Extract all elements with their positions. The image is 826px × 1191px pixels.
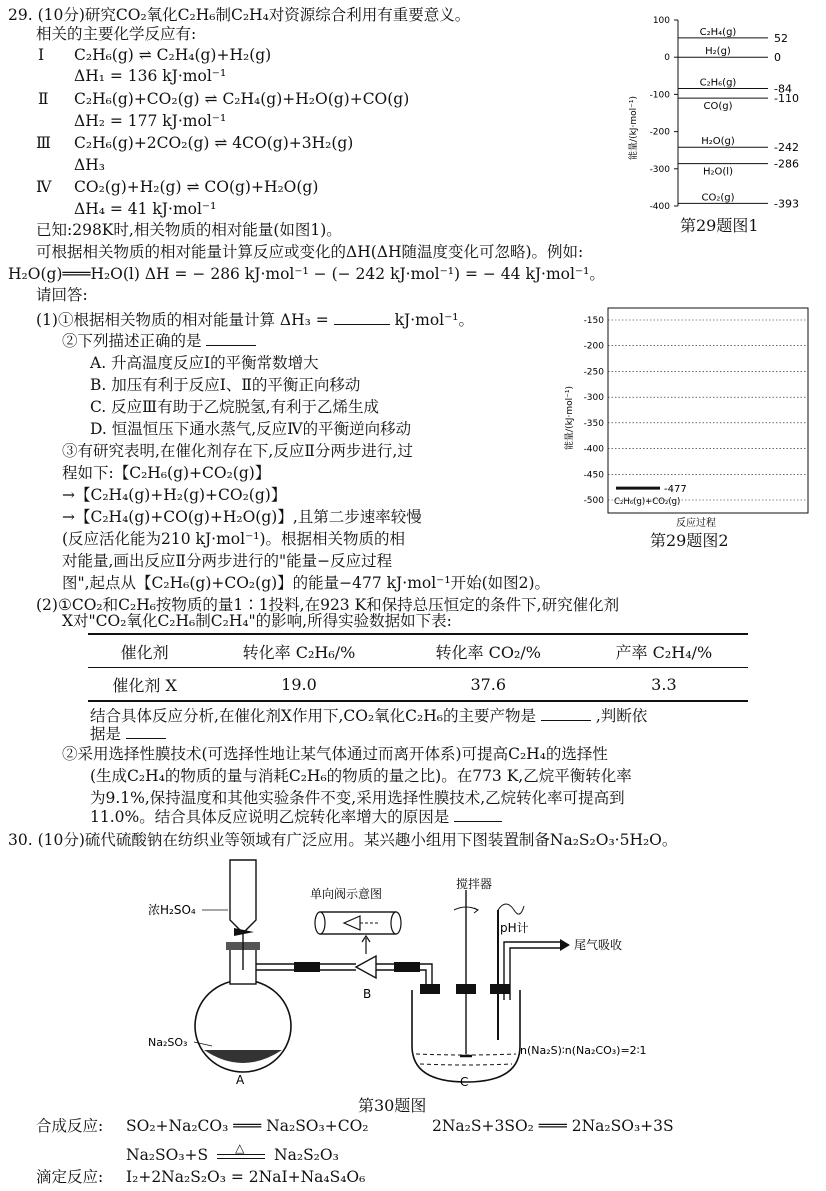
label-stirrer: 搅拌器 bbox=[456, 877, 493, 891]
reaction-4-num: Ⅳ bbox=[36, 178, 52, 196]
fig1-species-label: H₂O(g) bbox=[701, 136, 735, 148]
fig2-start-label: -477 bbox=[664, 484, 687, 496]
fig2-tick-label: -200 bbox=[583, 341, 604, 352]
fig1-species-label: H₂O(l) bbox=[703, 166, 733, 178]
fig1-species-label: C₂H₄(g) bbox=[699, 26, 737, 38]
reaction-3-dh: ΔH₃ bbox=[74, 156, 105, 174]
part1-1-unit: kJ·mol⁻¹。 bbox=[394, 311, 475, 329]
part2-2-line1: ②采用选择性膜技术(可选择性地让某气体通过而离开体系)可提高C₂H₄的选择性 bbox=[62, 745, 608, 763]
part2-2-line4 bbox=[90, 807, 502, 827]
heat-condition: △ bbox=[235, 1140, 245, 1155]
label-ph: pH计 bbox=[500, 921, 529, 935]
reaction-3-equation: C₂H₆(g)+2CO₂(g) ⇌ 4CO(g)+3H₂(g) bbox=[74, 134, 354, 152]
synthesis-eq-1: SO₂+Na₂CO₃ ═══ Na₂SO₃+CO₂ bbox=[126, 1117, 369, 1135]
figure-2-energy-diagram bbox=[556, 300, 818, 540]
label-b: B bbox=[363, 987, 372, 1001]
fig1-ylabel: 能量/(kJ·mol⁻¹) bbox=[629, 96, 639, 160]
titration-label: 滴定反应: bbox=[36, 1168, 104, 1186]
fig1-tick-label: -100 bbox=[649, 90, 670, 101]
label-valve: 单向阀示意图 bbox=[310, 887, 383, 901]
answer-blank-product[interactable] bbox=[541, 706, 591, 721]
after-table-line2 bbox=[90, 724, 166, 744]
part1-3-line1: ③有研究表明,在催化剂存在下,反应Ⅱ分两步进行,过 bbox=[62, 442, 413, 460]
fig2-start-species: C₂H₆(g)+CO₂(g) bbox=[614, 497, 681, 508]
answer-blank-dh3[interactable] bbox=[334, 310, 390, 325]
label-na2so3: Na₂SO₃ bbox=[148, 1036, 188, 1049]
fig1-value-label: -242 bbox=[774, 141, 799, 155]
option-c: C. 反应Ⅲ有助于乙烷脱氢,有利于乙烯生成 bbox=[90, 398, 380, 416]
check-valve bbox=[310, 886, 401, 954]
part1-3-line6: 对能量,画出反应Ⅱ分两步进行的"能量−反应过程 bbox=[62, 552, 393, 570]
reaction-3-num: Ⅲ bbox=[36, 134, 51, 152]
fig2-xlabel: 反应过程 bbox=[676, 518, 716, 529]
synthesis-eq-3-reactants: Na₂SO₃+S bbox=[126, 1146, 209, 1164]
table-header: 转化率 CO₂/% bbox=[435, 642, 541, 662]
synthesis-eq-2: 2Na₂S+3SO₂ ═══ 2Na₂SO₃+3S bbox=[432, 1117, 674, 1135]
option-b: B. 加压有利于反应Ⅰ、Ⅱ的平衡正向移动 bbox=[90, 376, 361, 394]
q29-intro: 相关的主要化学反应有: bbox=[36, 25, 197, 43]
fig2-tick-label: -250 bbox=[583, 367, 604, 378]
fig2-tick-label: -300 bbox=[583, 393, 604, 404]
table-cell: 19.0 bbox=[281, 674, 317, 694]
reaction-2-num: Ⅱ bbox=[38, 90, 49, 108]
fig1-value-label: -393 bbox=[774, 197, 799, 211]
after-table-text-3: 据是 bbox=[90, 725, 122, 743]
fig1-value-label: 0 bbox=[774, 51, 781, 65]
after-table-text: 结合具体反应分析,在催化剂X作用下,CO₂氧化C₂H₆的主要产物是 bbox=[90, 707, 536, 725]
option-d: D. 恒温恒压下通水蒸气,反应Ⅳ的平衡逆向移动 bbox=[90, 420, 412, 438]
part1-3-line4: →【C₂H₄(g)+CO(g)+H₂O(g)】,且第二步速率较慢 bbox=[62, 508, 422, 526]
fig1-caption: 第29题图1 bbox=[680, 216, 759, 235]
catalyst-table bbox=[88, 633, 748, 702]
part1-2-text: ②下列描述正确的是 bbox=[62, 332, 202, 350]
part2-1-line2: X对"CO₂氧化C₂H₆制C₂H₄"的影响,所得实验数据如下表: bbox=[62, 612, 452, 630]
label-ratio: n(Na₂S)∶n(Na₂CO₃)=2∶1 bbox=[520, 1044, 647, 1057]
fig2-tick-label: -450 bbox=[583, 470, 604, 481]
fig1-tick-label: 0 bbox=[664, 53, 670, 64]
part1-1 bbox=[36, 310, 474, 330]
fig1-value-label: -286 bbox=[774, 157, 799, 171]
synthesis-label: 合成反应: bbox=[36, 1117, 104, 1135]
after-table-text-2: ,判断依 bbox=[595, 707, 648, 725]
label-acid: 浓H₂SO₄ bbox=[148, 903, 196, 917]
part2-2-line2: (生成C₂H₄的物质的量与消耗C₂H₆的物质的量之比)。在773 K,乙烷平衡转化率 bbox=[90, 767, 632, 785]
heat-arrow bbox=[217, 1140, 265, 1159]
reaction-1-equation: C₂H₆(g) ⇌ C₂H₄(g)+H₂(g) bbox=[74, 46, 272, 64]
table-row bbox=[88, 668, 748, 702]
reaction-1-num: Ⅰ bbox=[38, 46, 45, 64]
reaction-4-equation: CO₂(g)+H₂(g) ⇌ CO(g)+H₂O(g) bbox=[74, 178, 319, 196]
fig2-ylabel: 能量/(kJ·mol⁻¹) bbox=[565, 386, 575, 450]
fig2-tick-label: -350 bbox=[583, 418, 604, 429]
fig1-tick-label: 100 bbox=[652, 16, 670, 26]
part1-2 bbox=[62, 331, 256, 351]
known-note: 已知:298K时,相关物质的相对能量(如图1)。 bbox=[36, 221, 342, 239]
option-a: A. 升高温度反应Ⅰ的平衡常数增大 bbox=[90, 354, 319, 372]
fig2-frame bbox=[608, 308, 808, 513]
titration-eq: I₂+2Na₂S₂O₃ = 2NaI+Na₄S₄O₆ bbox=[126, 1168, 366, 1186]
example-equation: H₂O(g)═══H₂O(l) ΔH = − 286 kJ·mol⁻¹ − (− 242 kJ·mol⁻¹) = − 44 kJ·mol⁻¹。 bbox=[8, 265, 605, 283]
part2-2-line3: 为9.1%,保持温度和其他实验条件不变,采用选择性膜技术,乙烷转化率可提高到 bbox=[90, 789, 625, 807]
part1-1-text: (1)①根据相关物质的相对能量计算 ΔH₃ = bbox=[36, 311, 329, 329]
fig1-species-label: CO₂(g) bbox=[701, 192, 735, 204]
reaction-2-equation: C₂H₆(g)+CO₂(g) ⇌ C₂H₄(g)+H₂O(g)+CO(g) bbox=[74, 90, 410, 108]
q30-head: 30. (10分)硫代硫酸钠在纺织业等领域有广泛应用。某兴趣小组用下图装置制备Na₂S₂O₃·5H₂O。 bbox=[8, 831, 678, 849]
synthesis-eq-3 bbox=[126, 1140, 339, 1165]
part2-2-text: 11.0%。结合具体反应说明乙烷转化率增大的原因是 bbox=[90, 808, 450, 826]
label-a: A bbox=[236, 1073, 245, 1087]
fig1-value-label: 52 bbox=[774, 31, 788, 45]
part1-3-line2: 程如下:【C₂H₆(g)+CO₂(g)】 bbox=[62, 464, 271, 482]
apparatus-diagram bbox=[120, 850, 680, 1090]
part1-3-line5: (反应活化能为210 kJ·mol⁻¹)。根据相关物质的相 bbox=[62, 530, 406, 548]
table-cell: 3.3 bbox=[651, 674, 677, 694]
table-cell: 催化剂 X bbox=[112, 675, 177, 695]
method-note: 可根据相关物质的相对能量计算反应或变化的ΔH(ΔH随温度变化可忽略)。例如: bbox=[36, 243, 584, 261]
fig1-value-label: -84 bbox=[774, 82, 792, 96]
answer-prompt: 请回答: bbox=[36, 286, 88, 304]
answer-blank-reason[interactable] bbox=[454, 807, 502, 822]
fig1-species-label: H₂(g) bbox=[705, 46, 731, 58]
fig1-tick-label: -200 bbox=[649, 127, 670, 138]
part1-3-line3: →【C₂H₄(g)+H₂(g)+CO₂(g)】 bbox=[62, 486, 287, 504]
fig1-species-label: C₂H₆(g) bbox=[699, 77, 737, 89]
fig1-value-label: -110 bbox=[774, 92, 799, 106]
q29-head: 29. (10分)研究CO₂氧化C₂H₆制C₂H₄对资源综合利用有重要意义。 bbox=[8, 6, 471, 24]
fig1-species-label: CO(g) bbox=[703, 101, 733, 113]
fig2-tick-label: -500 bbox=[583, 496, 604, 506]
after-table-line1 bbox=[90, 706, 647, 726]
fig2-tick-label: -400 bbox=[583, 444, 604, 455]
part1-3-line7: 图",起点从【C₂H₆(g)+CO₂(g)】的能量−477 kJ·mol⁻¹开始(如图2)。 bbox=[62, 574, 551, 592]
table-header: 催化剂 bbox=[120, 642, 169, 662]
label-c: C bbox=[460, 1075, 469, 1089]
part2-1-line1: (2)①CO₂和C₂H₆按物质的量1∶1投料,在923 K和保持总压恒定的条件下,研究催化剂 bbox=[36, 596, 620, 614]
fig1-tick-label: -400 bbox=[649, 202, 670, 212]
label-tail: 尾气吸收 bbox=[574, 938, 623, 952]
synthesis-eq-3-product: Na₂S₂O₃ bbox=[274, 1146, 339, 1164]
reaction-4-dh: ΔH₄ = 41 kJ·mol⁻¹ bbox=[74, 200, 217, 218]
fig30-caption: 第30题图 bbox=[358, 1096, 427, 1115]
table-header-row bbox=[88, 634, 748, 668]
fig2-caption: 第29题图2 bbox=[650, 531, 729, 550]
reaction-2-dh: ΔH₂ = 177 kJ·mol⁻¹ bbox=[74, 112, 227, 130]
figure-1-energy-levels bbox=[618, 8, 823, 216]
reaction-1-dh: ΔH₁ = 136 kJ·mol⁻¹ bbox=[74, 67, 227, 85]
fig1-tick-label: -300 bbox=[649, 164, 670, 175]
table-header: 产率 C₂H₄/% bbox=[615, 642, 713, 662]
answer-blank-options[interactable] bbox=[206, 331, 256, 346]
table-header: 转化率 C₂H₆/% bbox=[242, 642, 356, 662]
answer-blank-basis[interactable] bbox=[126, 724, 166, 739]
table-cell: 37.6 bbox=[470, 674, 507, 694]
fig2-tick-label: -150 bbox=[583, 316, 604, 326]
